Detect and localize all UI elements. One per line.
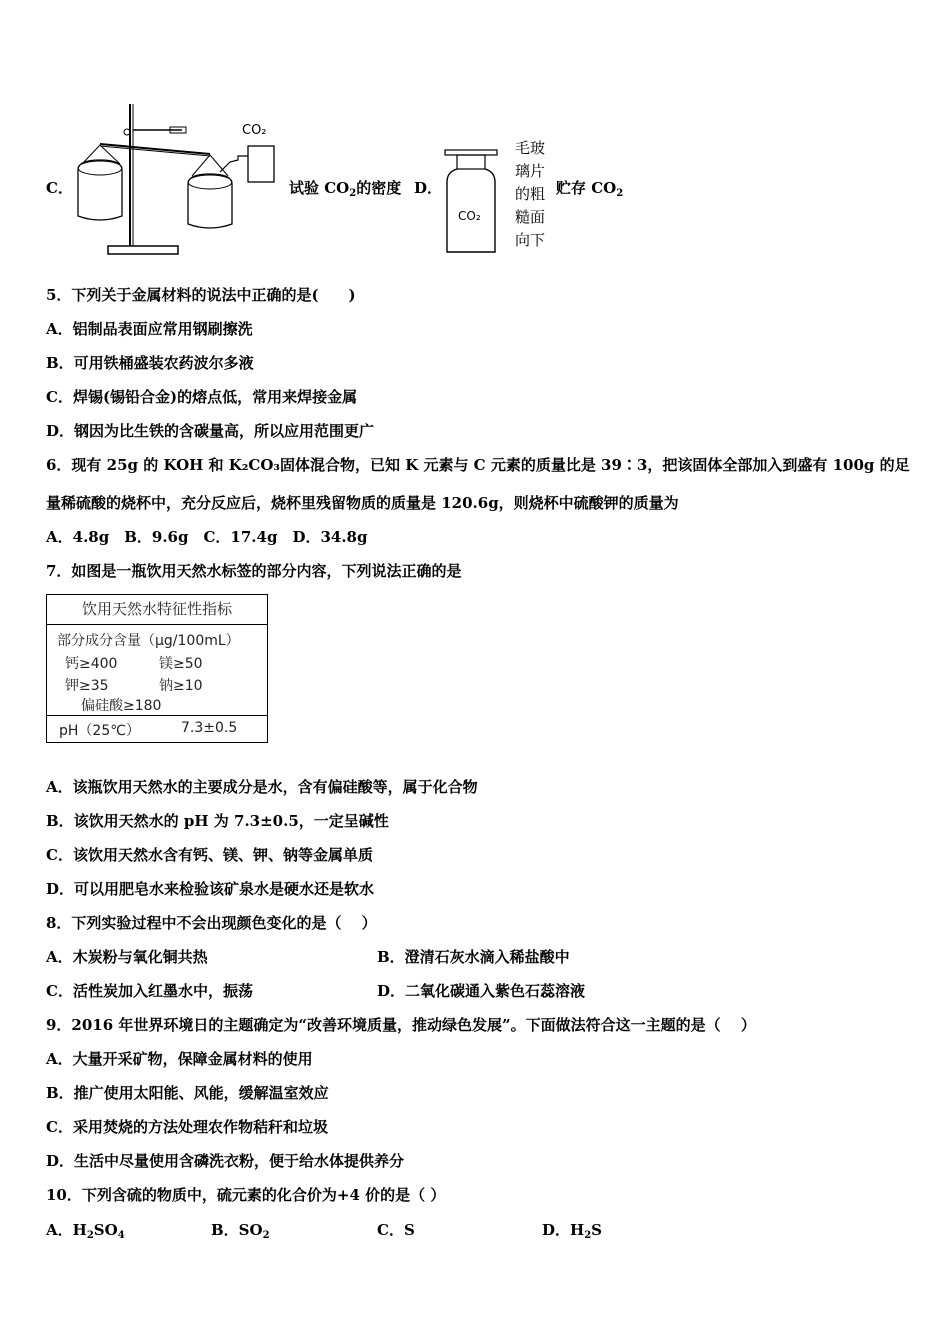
- q10-stem: 10．下列含硫的物质中，硫元素的化合价为+4 价的是（ ）: [46, 1186, 446, 1204]
- q10-options: [46, 1220, 926, 1246]
- balance-apparatus-figure: [70, 98, 290, 260]
- q8-option-b: B．澄清石灰水滴入稀盐酸中: [377, 948, 570, 966]
- label-ph-value: 7.3±0.5: [181, 720, 238, 736]
- q6-stem-line1: 6．现有 25g 的 KOH 和 K₂CO₃固体混合物，已知 K 元素与 C 元素的质量比是 39∶3，把该固体全部加入到盛有 100g 的足: [46, 456, 910, 474]
- water-label-table: [46, 594, 268, 743]
- label-body: [47, 625, 267, 716]
- q8-row1: [46, 947, 570, 967]
- q7-option-b: B．该饮用天然水的 pH 为 7.3±0.5，一定呈碱性: [46, 812, 389, 830]
- q9-option-c: C．采用焚烧的方法处理农作物秸秆和垃圾: [46, 1118, 328, 1136]
- q7-stem: 7．如图是一瓶饮用天然水标签的部分内容，下列说法正确的是: [46, 562, 462, 580]
- option-d-description: 贮存 $CO_2$: [556, 179, 624, 199]
- q10-option-c: C．S: [377, 1221, 415, 1239]
- label-calcium: 钙≥400: [65, 656, 118, 672]
- q5-stem: 5．下列关于金属材料的说法中正确的是( ): [46, 286, 356, 304]
- q7-option-d: D．可以用肥皂水来检验该矿泉水是硬水还是软水: [46, 880, 375, 898]
- option-d-letter: D．: [414, 179, 443, 197]
- q9-option-b: B．推广使用太阳能、风能，缓解温室效应: [46, 1084, 329, 1102]
- option-c-description: 试验 $CO_2$的密度: [289, 179, 402, 199]
- q5-option-a: A．铝制品表面应常用钢刷擦洗: [46, 320, 253, 338]
- label-ph-row: [47, 716, 267, 743]
- q9-option-d: D．生活中尽量使用含磷洗衣粉，便于给水体提供养分: [46, 1152, 405, 1170]
- label-potassium: 钾≥35: [65, 678, 109, 694]
- q10-option-b: B．$SO_2$: [211, 1221, 270, 1241]
- q8-option-c: C．活性炭加入红墨水中，振荡: [46, 982, 253, 1000]
- q8-option-a: A．木炭粉与氧化铜共热: [46, 948, 208, 966]
- q10-option-a: A．$H_2SO_4$: [46, 1221, 125, 1241]
- q8-option-d: D．二氧化碳通入紫色石蕊溶液: [377, 982, 586, 1000]
- gas-jar-figure: [443, 148, 503, 256]
- q6-options: A．4.8g B．9.6g C．17.4g D．34.8g: [46, 528, 368, 546]
- q7-option-c: C．该饮用天然水含有钙、镁、钾、钠等金属单质: [46, 846, 373, 864]
- q8-row2: [46, 981, 586, 1001]
- label-metasilicic-acid: 偏硅酸≥180: [81, 698, 162, 714]
- q8-stem: 8．下列实验过程中不会出现颜色变化的是（ ）: [46, 914, 377, 932]
- ground-glass-note: 毛玻璃片的粗糙面向下: [515, 139, 546, 249]
- q6-stem-line2: 量稀硫酸的烧杯中，充分反应后，烧杯里残留物质的质量是 120.6g，则烧杯中硫酸钾的质量为: [46, 494, 679, 512]
- label-title: 饮用天然水特征性指标: [47, 595, 267, 625]
- q9-option-a: A．大量开采矿物，保障金属材料的使用: [46, 1050, 313, 1068]
- q5-option-d: D．钢因为比生铁的含碳量高，所以应用范围更广: [46, 422, 375, 440]
- co2-jar-label: CO₂: [458, 209, 481, 223]
- q9-stem: 9．2016 年世界环境日的主题确定为“改善环境质量，推动绿色发展”。下面做法符合这一主题的是（ ）: [46, 1016, 756, 1034]
- q10-option-d: D．$H_2S$: [542, 1221, 602, 1241]
- label-ph-name: pH（25℃）: [59, 723, 140, 739]
- label-magnesium: 镁≥50: [159, 656, 203, 672]
- q5-option-c: C．焊锡(锡铅合金)的熔点低，常用来焊接金属: [46, 388, 358, 406]
- label-sodium: 钠≥10: [159, 678, 203, 694]
- co2-label: CO₂: [242, 123, 267, 138]
- option-c-letter: C．: [46, 179, 73, 197]
- label-subtitle: 部分成分含量（μg/100mL）: [57, 633, 240, 649]
- q7-option-a: A．该瓶饮用天然水的主要成分是水，含有偏硅酸等，属于化合物: [46, 778, 478, 796]
- q5-option-b: B．可用铁桶盛装农药波尔多液: [46, 354, 254, 372]
